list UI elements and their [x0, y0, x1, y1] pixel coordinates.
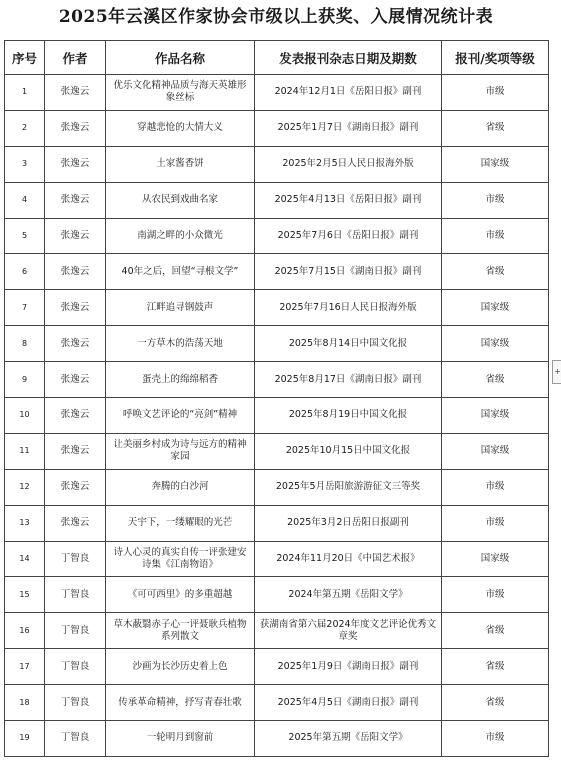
- cell-publication: 2025年7月6日《岳阳日报》副刊: [255, 218, 442, 254]
- cell-no: 17: [5, 649, 45, 685]
- header-work: 作品名称: [106, 41, 255, 75]
- cell-work: 土家酱香饼: [106, 146, 255, 182]
- statistics-table: [4, 40, 549, 757]
- cell-author: 丁智良: [45, 649, 106, 685]
- cell-author: 张逸云: [45, 75, 106, 111]
- cell-work: 沙画为长沙历史着上色: [106, 649, 255, 685]
- cell-publication: 2025年10月15日中国文化报: [255, 433, 442, 469]
- table-row: [5, 613, 549, 649]
- cell-no: 14: [5, 541, 45, 577]
- cell-author: 张逸云: [45, 218, 106, 254]
- table-row: [5, 577, 549, 613]
- header-author: 作者: [45, 41, 106, 75]
- cell-publication: 2025年2月5日人民日报海外版: [255, 146, 442, 182]
- cell-publication: 2025年1月7日《湖南日报》副刊: [255, 110, 442, 146]
- cell-level: 市级: [442, 182, 549, 218]
- cell-work: 天宇下，一缕耀眼的光芒: [106, 505, 255, 541]
- cell-level: 省级: [442, 362, 549, 398]
- cell-author: 张逸云: [45, 433, 106, 469]
- table-row: [5, 110, 549, 146]
- cell-author: 张逸云: [45, 110, 106, 146]
- cell-level: 市级: [442, 505, 549, 541]
- cell-no: 9: [5, 362, 45, 398]
- cell-no: 19: [5, 721, 45, 757]
- cell-author: 张逸云: [45, 182, 106, 218]
- cell-work: 草木蔽翳赤子心一评聂耿兵植物系列散文: [106, 613, 255, 649]
- cell-publication: 2024年12月1日《岳阳日报》副刊: [255, 75, 442, 111]
- cell-level: 市级: [442, 577, 549, 613]
- cell-publication: 2025年8月19日中国文化报: [255, 398, 442, 434]
- cell-level: 国家级: [442, 541, 549, 577]
- table-row: [5, 398, 549, 434]
- table-row: [5, 505, 549, 541]
- cell-publication: 2025年4月5日《湖南日报》副刊: [255, 685, 442, 721]
- table-row: [5, 433, 549, 469]
- cell-work: 蛋壳上的绵绵稻香: [106, 362, 255, 398]
- cell-no: 18: [5, 685, 45, 721]
- cell-no: 15: [5, 577, 45, 613]
- cell-author: 丁智良: [45, 541, 106, 577]
- cell-author: 张逸云: [45, 290, 106, 326]
- cell-no: 16: [5, 613, 45, 649]
- cell-author: 张逸云: [45, 326, 106, 362]
- table-row: [5, 649, 549, 685]
- cell-level: 省级: [442, 613, 549, 649]
- cell-level: 国家级: [442, 433, 549, 469]
- cell-publication: 2024年11月20日《中国艺术报》: [255, 541, 442, 577]
- cell-work: 《可可西里》的多重超越: [106, 577, 255, 613]
- cell-publication: 2025年7月16日人民日报海外版: [255, 290, 442, 326]
- table-row: [5, 685, 549, 721]
- cell-level: 市级: [442, 469, 549, 505]
- cell-work: 一轮明月到窗前: [106, 721, 255, 757]
- cell-work: 40年之后，回望“寻根文学”: [106, 254, 255, 290]
- cell-author: 张逸云: [45, 362, 106, 398]
- table-row: [5, 290, 549, 326]
- cell-work: 让美丽乡村成为诗与远方的精神家园: [106, 433, 255, 469]
- table-row: [5, 721, 549, 757]
- cell-level: 市级: [442, 721, 549, 757]
- cell-work: 奔腾的白沙河: [106, 469, 255, 505]
- table-row: [5, 182, 549, 218]
- cell-work: 优乐文化精神品质与海天英雄形象丝标: [106, 75, 255, 111]
- cell-work: 穿越悲怆的大情大义: [106, 110, 255, 146]
- cell-no: 5: [5, 218, 45, 254]
- cell-author: 丁智良: [45, 613, 106, 649]
- cell-author: 张逸云: [45, 146, 106, 182]
- cell-author: 张逸云: [45, 505, 106, 541]
- cell-work: 一方草木的浩荡天地: [106, 326, 255, 362]
- cell-level: 省级: [442, 110, 549, 146]
- cell-work: 呼唤文艺评论的“亮剑”精神: [106, 398, 255, 434]
- header-publication: 发表报刊杂志日期及期数: [255, 41, 442, 75]
- table-row: [5, 218, 549, 254]
- cell-publication: 获湖南省第六届2024年度文艺评论优秀文章奖: [255, 613, 442, 649]
- cell-author: 丁智良: [45, 685, 106, 721]
- cell-publication: 2025年4月13日《岳阳日报》副刊: [255, 182, 442, 218]
- cell-no: 6: [5, 254, 45, 290]
- header-level: 报刊/奖项等级: [442, 41, 549, 75]
- cell-work: 南湖之畔的小众微光: [106, 218, 255, 254]
- cell-publication: 2025年7月15日《湖南日报》副刊: [255, 254, 442, 290]
- cell-level: 省级: [442, 649, 549, 685]
- header-no: 序号: [5, 41, 45, 75]
- cell-level: 国家级: [442, 290, 549, 326]
- table-row: [5, 326, 549, 362]
- cell-publication: 2024年第五期《岳阳文学》: [255, 577, 442, 613]
- cell-author: 丁智良: [45, 577, 106, 613]
- cell-author: 张逸云: [45, 398, 106, 434]
- cell-no: 2: [5, 110, 45, 146]
- cell-no: 11: [5, 433, 45, 469]
- cell-publication: 2025年5月岳阳旅游游征文三等奖: [255, 469, 442, 505]
- cell-level: 国家级: [442, 398, 549, 434]
- table-row: [5, 362, 549, 398]
- table-row: [5, 469, 549, 505]
- cell-publication: 2025年3月2日岳阳日报副刊: [255, 505, 442, 541]
- cell-publication: 2025年1月9日《湖南日报》副刊: [255, 649, 442, 685]
- cell-work: 从农民到戏曲名家: [106, 182, 255, 218]
- cell-publication: 2025年8月14日中国文化报: [255, 326, 442, 362]
- cell-no: 12: [5, 469, 45, 505]
- cell-no: 10: [5, 398, 45, 434]
- cell-work: 诗人心灵的真实自传一评张建安诗集《江南物语》: [106, 541, 255, 577]
- cell-no: 4: [5, 182, 45, 218]
- cell-work: 江畔追寻钢鼓声: [106, 290, 255, 326]
- cell-level: 国家级: [442, 146, 549, 182]
- cell-level: 国家级: [442, 326, 549, 362]
- cell-level: 市级: [442, 75, 549, 111]
- cell-no: 13: [5, 505, 45, 541]
- cell-level: 省级: [442, 254, 549, 290]
- cell-author: 张逸云: [45, 469, 106, 505]
- cell-author: 张逸云: [45, 254, 106, 290]
- table-body: [5, 75, 549, 757]
- cell-work: 传承革命精神，抒写青春壮歌: [106, 685, 255, 721]
- cell-publication: 2025年第五期《岳阳文学》: [255, 721, 442, 757]
- cell-author: 丁智良: [45, 721, 106, 757]
- table-row: [5, 75, 549, 111]
- cell-no: 8: [5, 326, 45, 362]
- table-row: [5, 541, 549, 577]
- cell-publication: 2025年8月17日《湖南日报》副刊: [255, 362, 442, 398]
- table-row: [5, 254, 549, 290]
- cell-no: 7: [5, 290, 45, 326]
- expand-tab[interactable]: +: [552, 360, 561, 384]
- cell-no: 3: [5, 146, 45, 182]
- cell-level: 市级: [442, 218, 549, 254]
- table-row: [5, 146, 549, 182]
- page-title: 2025年云溪区作家协会市级以上获奖、入展情况统计表: [58, 7, 494, 27]
- table-header-row: [5, 41, 549, 75]
- cell-level: 省级: [442, 685, 549, 721]
- cell-no: 1: [5, 75, 45, 111]
